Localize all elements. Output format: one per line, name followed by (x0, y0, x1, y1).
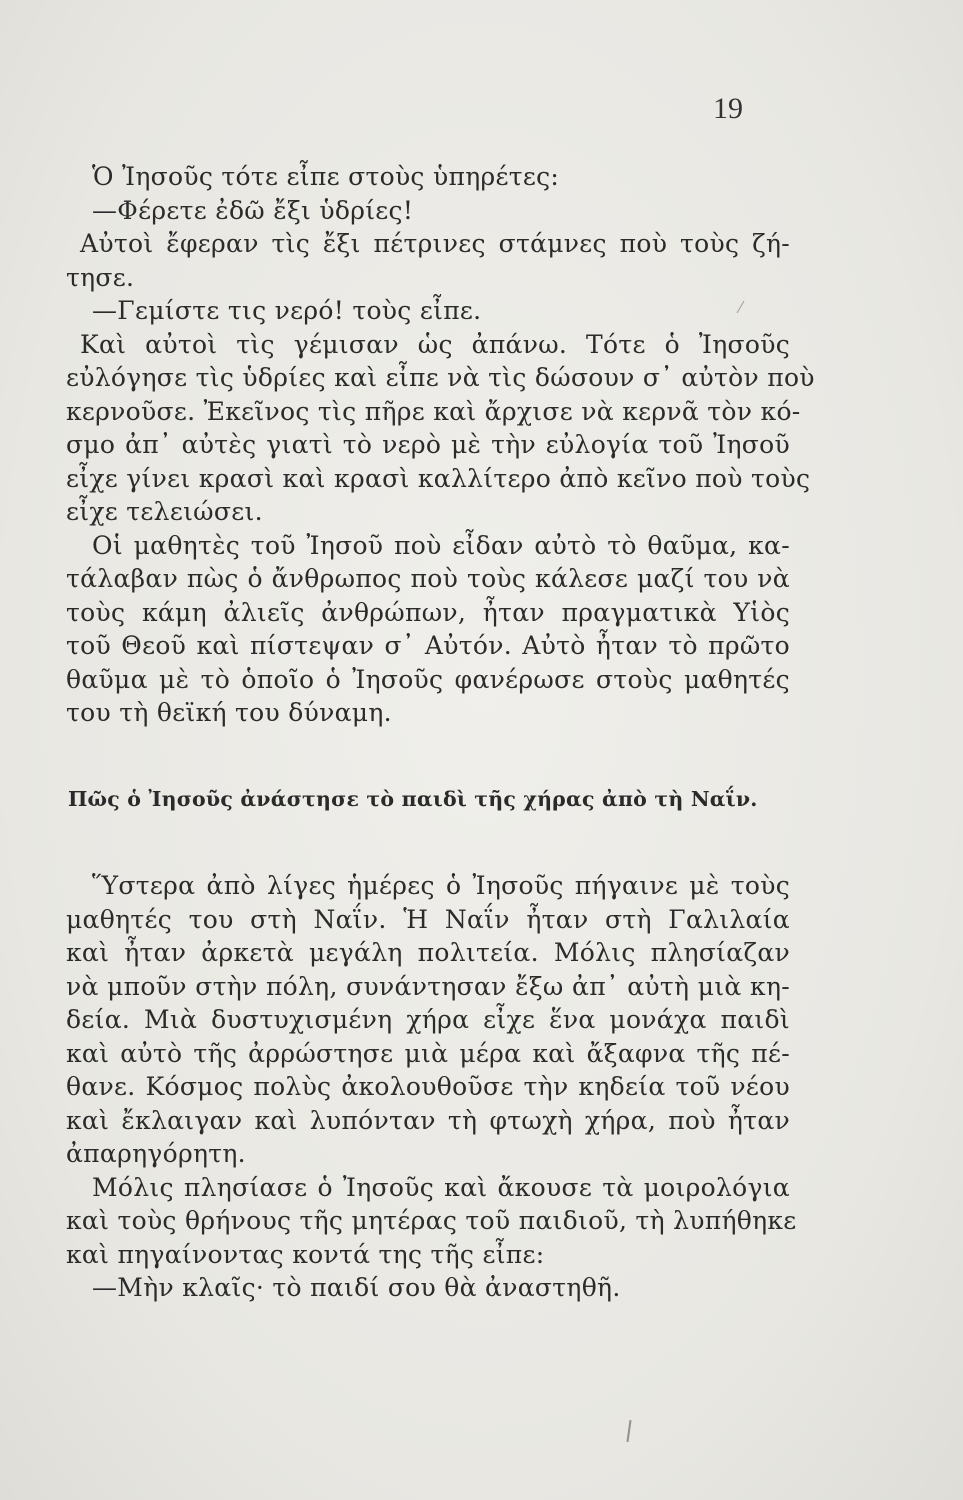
text-line: —Φέρετε ἐδῶ ἔξι ὑδρίες! (92, 195, 414, 225)
text-line: τάλαβαν πὼς ὁ ἄνθρωπος ποὺ τοὺς κάλεσε μαζί του νὰ (66, 564, 790, 593)
text-line: καὶ αὐτὸ τῆς ἀρρώστησε μιὰ μέρα καὶ ἄξαφνα τῆς πέ- (66, 1038, 790, 1068)
text-line: τησε. (66, 262, 135, 292)
text-line: Ὁ Ἰησοῦς τότε εἶπε στοὺς ὑπηρέτες: (92, 162, 560, 191)
text-line: τοὺς κάμη ἀλιεῖς ἀνθρώπων, ἦταν πραγματικὰ Υἱὸς (66, 597, 790, 627)
text-line: του τὴ θεϊκή του δύναμη. (66, 698, 392, 727)
text-line: νὰ μποῦν στὴν πόλη, συνάντησαν ἔξω ἀπ᾽ αὐτὴ μιὰ κη- (66, 971, 790, 1001)
text-line: καὶ πηγαίνοντας κοντά της τῆς εἶπε: (66, 1239, 545, 1269)
text-line: καὶ τοὺς θρήνους τῆς μητέρας τοῦ παιδιοῦ, τὴ λυπήθηκε (66, 1206, 797, 1235)
text-line: Καὶ αὐτοὶ τὶς γέμισαν ὡς ἀπάνω. Τότε ὁ Ἰησοῦς (80, 329, 790, 359)
text-line: Οἱ μαθητὲς τοῦ Ἰησοῦ ποὺ εἶδαν αὐτὸ τὸ θαῦμα, κα- (92, 530, 790, 560)
text-line: καὶ ἔκλαιγαν καὶ λυπόνταν τὴ φτωχὴ χήρα, ποὺ ἦταν (66, 1105, 790, 1135)
text-line: κερνοῦσε. Ἐκεῖνος τὶς πῆρε καὶ ἄρχισε νὰ κερνᾶ τὸν κό- (66, 396, 801, 426)
text-line: εὐλόγησε τὶς ὑδρίες καὶ εἶπε νὰ τὶς δώσουν σ᾽ αὐτὸν ποὺ (66, 363, 815, 392)
text-line: Αὐτοὶ ἔφεραν τὶς ἔξι πέτρινες στάμνες ποὺ τοὺς ζή- (80, 229, 790, 258)
text-line: δεία. Μιὰ δυστυχισμένη χήρα εἶχε ἕνα μονάχα παιδὶ (66, 1005, 790, 1034)
section-heading: Πῶς ὁ Ἰησοῦς ἀνάστησε τὸ παιδὶ τῆς χήρας ἀπὸ τὴ Ναΐν. (68, 787, 758, 811)
text-line: τοῦ Θεοῦ καὶ πίστεψαν σ᾽ Αὐτόν. Αὐτὸ ἦταν τὸ πρῶτο (66, 631, 790, 660)
text-line: ἀπαρηγόρητη. (66, 1139, 246, 1168)
text-line: εἶχε τελειώσει. (66, 497, 263, 526)
section-widow-son (66, 869, 797, 1305)
page-number: 19 (713, 92, 743, 125)
text-line: καὶ ἦταν ἀρκετὰ μεγάλη πολιτεία. Μόλις πλησίαζαν (66, 938, 790, 967)
text-line: μαθητές του στὴ Ναΐν. Ἡ Ναΐν ἦταν στὴ Γαλιλαία (66, 904, 790, 934)
paper-speck (626, 1420, 631, 1442)
section-wedding-miracle (66, 160, 815, 730)
text-line: εἶχε γίνει κρασὶ καὶ κρασὶ καλλίτερο ἀπὸ κεῖνο ποὺ τοὺς (66, 463, 811, 493)
text-line: σμο ἀπ᾽ αὐτὲς γιατὶ τὸ νερὸ μὲ τὴν εὐλογία τοῦ Ἰησοῦ (66, 430, 790, 459)
text-line: Ὕστερα ἀπὸ λίγες ἡμέρες ὁ Ἰησοῦς πήγαινε μὲ τοὺς (92, 871, 790, 900)
text-line: —Γεμίστε τις νερό! τοὺς εἶπε. (92, 296, 482, 325)
text-line: θαῦμα μὲ τὸ ὁποῖο ὁ Ἰησοῦς φανέρωσε στοὺς μαθητές (66, 664, 790, 694)
text-line: —Μὴν κλαῖς· τὸ παιδί σου θὰ ἀναστηθῆ. (92, 1273, 621, 1302)
text-line: θανε. Κόσμος πολὺς ἀκολουθοῦσε τὴν κηδεία τοῦ νέου (66, 1072, 790, 1101)
text-line: Μόλις πλησίασε ὁ Ἰησοῦς καὶ ἄκουσε τὰ μοιρολόγια (92, 1172, 790, 1202)
